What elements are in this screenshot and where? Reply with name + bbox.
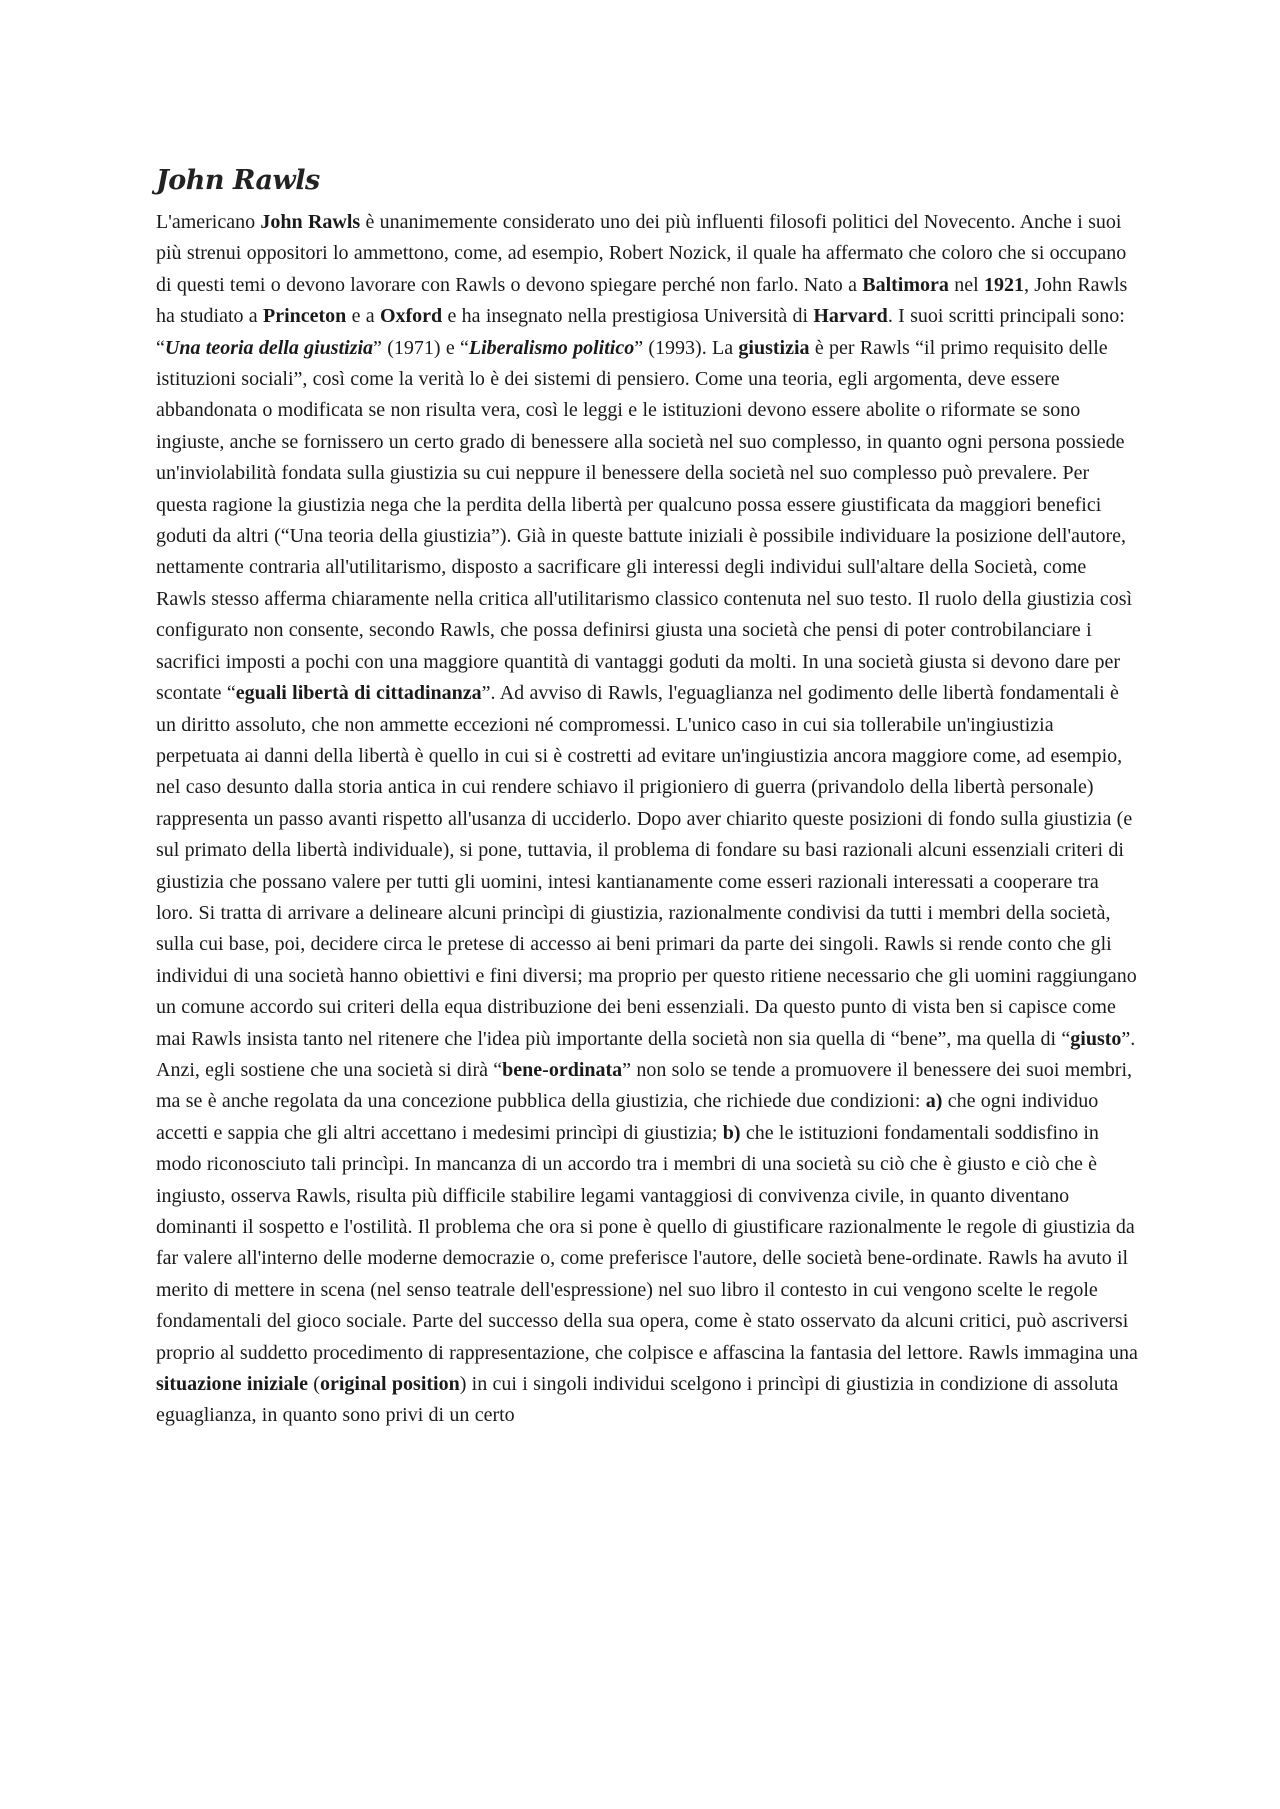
document-content <box>156 163 1138 1432</box>
text-run: e a <box>346 305 380 328</box>
text-run: L'americano <box>156 211 261 233</box>
bold-term: situazione iniziale <box>156 1373 308 1396</box>
text-run: ) in cui i singoli individui scelgono i princìpi di giustizia in condizione di assoluta eguaglianza, in quanto sono privi di un certo <box>156 1373 1119 1427</box>
bold-term: bene-ordinata <box>502 1058 623 1081</box>
bold-term: eguali libertà di cittadinanza <box>235 682 482 705</box>
bold-term: John Rawls <box>260 211 361 233</box>
text-run: che ogni individuo accetti e sappia che gli altri accettano i medesimi princìpi di giustizia; <box>156 1090 1099 1144</box>
book-title <box>165 337 373 359</box>
emphasis-text: Liberalismo politico <box>468 336 635 359</box>
text-run: ”. Ad avviso di Rawls, l'eguaglianza nel godimento delle libertà fondamentali è un diritto assoluto, che non ammette eccezioni né compromessi. L'unico caso in cui sia tollerabile un'ingiustizia perpetuata ai danni della libertà è quello in cui si è costretti ad evitare un'ingiustizia ancora maggiore come, ad esempio, nel caso desunto dalla storia antica in cui rendere schiavo il prigioniero di guerra (privandolo della libertà personale) rappresenta un passo avanti rispetto all'usanza di ucciderlo. Dopo aver chiarito queste posizioni di fondo sulla giustizia (e sul primato della libertà individuale), si pone, tuttavia, il problema di fondare su basi razionali alcuni essenziali criteri di giustizia che possano valere per tutti gli uomini, intesi kantianamente come esseri razionali interessati a cooperare tra loro. Si tratta di arrivare a delineare alcuni princìpi di giustizia, razionalmente condivisi da tutti i membri della società, sulla cui base, poi, decidere circa le pretese di accesso ai beni primari da parte dei singoli. Rawls si rende conto che gli individui di una società hanno obiettivi e fini diversi; ma proprio per questo ritiene necessario che gli uomini raggiungano un comune accordo sui criteri della equa distribuzione dei beni essenziali. Da questo punto di vista ben si capisce come mai Rawls insista tanto nel ritenere che l'idea più importante della società non sia quella di “bene”, ma quella di “ <box>156 682 1137 1050</box>
bold-term: giustizia <box>738 336 810 359</box>
text-run: , John Rawls ha studiato a <box>156 273 1128 328</box>
bold-term: giusto <box>1070 1027 1122 1050</box>
text-run: ( <box>307 1373 320 1396</box>
body-paragraph <box>156 207 1138 1432</box>
text-run: che le istituzioni fondamentali soddisfino in modo riconosciuto tali princìpi. In mancanza di un accordo tra i membri di una società su ciò che è giusto e ciò che è ingiusto, osserva Rawls, risulta più difficile stabilire legami vantaggiosi di convivenza civile, in quanto diventano dominanti il sospetto e l'ostilità. Il problema che ora si pone è quello di giustificare razionalmente le regole di giustizia da far valere all'interno delle moderne democrazie o, come preferisce l'autore, delle società bene-ordinate. Rawls ha avuto il merito di mettere in scena (nel senso teatrale dell'espressione) nel suo libro il contesto in cui vengono scelte le regole fondamentali del gioco sociale. Parte del successo della sua opera, come è stato osservato da alcuni critici, può ascriversi proprio al suddetto procedimento di rappresentazione, che colpisce e affascina la fantasia del lettore. Rawls immagina una <box>156 1121 1138 1364</box>
text-run: ” non solo se tende a promuovere il benessere dei suoi membri, ma se è anche regolata da una concezione pubblica della giustizia, che richiede due condizioni: <box>156 1058 1132 1113</box>
bold-term: Oxford <box>379 305 443 328</box>
emphasis-text: Una teoria della giustizia <box>164 336 374 359</box>
bold-term: 1921 <box>983 273 1024 296</box>
book-title <box>469 337 634 359</box>
bold-term: b) <box>722 1121 741 1144</box>
page-title: John Rawls <box>156 165 320 196</box>
text-run: è unanimemente considerato uno dei più influenti filosofi politici del Novecento. Anche i suoi più strenui oppositori lo ammettono, come, ad esempio, Robert Nozick, il quale ha affermato che coloro che si occupano di questi temi o devono lavorare con Rawls o devono spiegare perché non farlo. Nato a <box>156 211 1127 296</box>
bold-term: original position <box>319 1373 460 1396</box>
text-run: è per Rawls “il primo requisito delle istituzioni sociali”, così come la verità lo è dei sistemi di pensiero. Come una teoria, egli argomenta, deve essere abbandonata o modificata se non risulta vera, così le leggi e le istituzioni devono essere abolite o riformate se sono ingiuste, anche se fornissero un certo grado di benessere alla società nel suo complesso, in quanto ogni persona possiede un'inviolabilità fondata sulla giustizia su cui neppure il benessere della società nel suo complesso può prevalere. Per questa ragione la giustizia nega che la perdita della libertà per qualcuno possa essere giustificata da maggiori benefici goduti da altri (“Una teoria della giustizia”). Già in queste battute iniziali è possibile individuare la posizione dell'autore, nettamente contraria all'utilitarismo, disposto a sacrificare gli interessi degli individui sull'altare della Società, come Rawls stesso afferma chiaramente nella critica all'utilitarismo classico contenuta nel suo testo. Il ruolo della giustizia così configurato non consente, secondo Rawls, che possa definirsi giusta una società che pensi di poter controbilanciare i sacrifici imposti a pochi con una maggiore quantità di vantaggi goduti da molti. In una società giusta si devono dare per scontate “ <box>156 336 1133 705</box>
bold-term: a) <box>925 1090 943 1113</box>
bold-term: Princeton <box>262 305 347 328</box>
bold-term: Baltimora <box>862 273 949 296</box>
bold-term: Harvard <box>813 305 888 328</box>
text-run: ” (1971) e “ <box>373 336 469 359</box>
text-run: nel <box>948 273 984 296</box>
text-run: . I suoi scritti principali sono: “ <box>156 305 1125 359</box>
text-run: ” (1993). La <box>634 336 739 359</box>
text-run: ”. Anzi, egli sostiene che una società si dirà “ <box>156 1027 1136 1081</box>
text-run: e ha insegnato nella prestigiosa Università di <box>442 305 814 328</box>
